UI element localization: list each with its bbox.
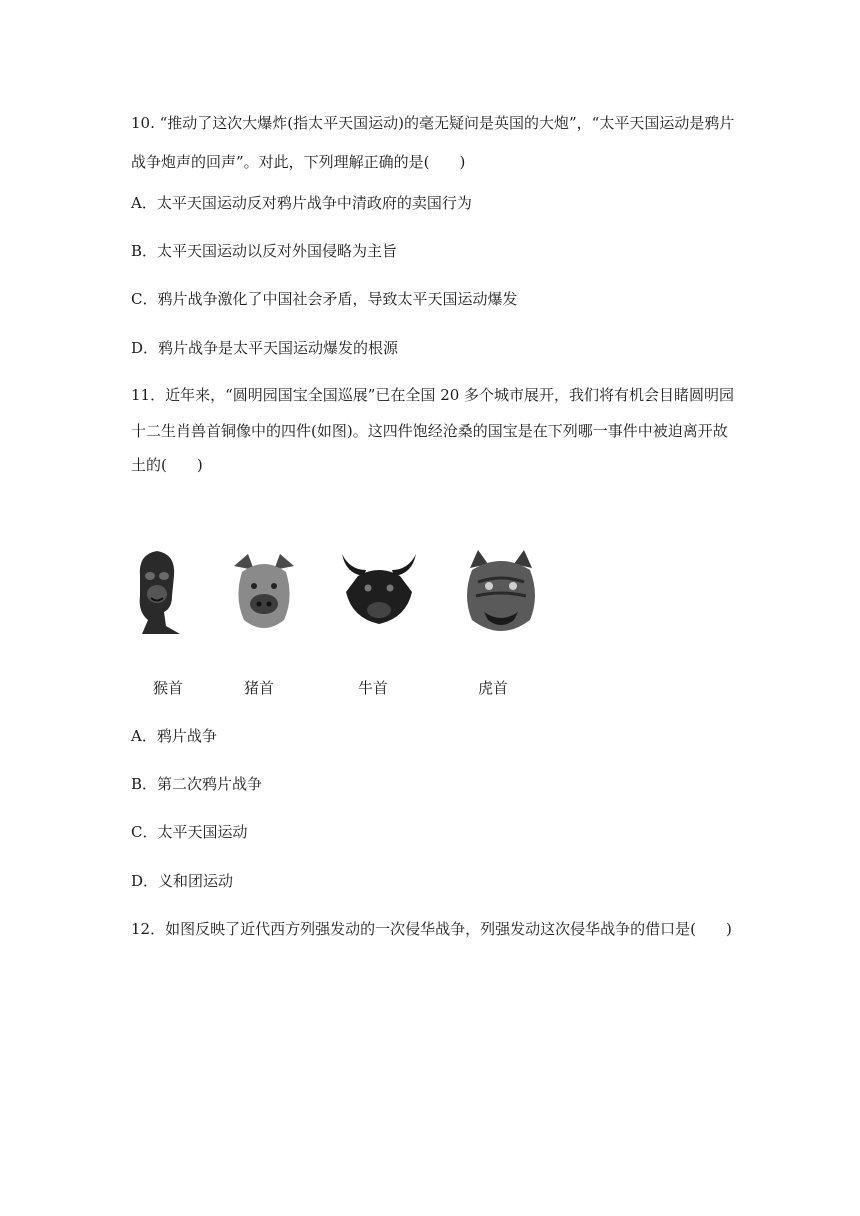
q10-option-d: D．鸦片战争是太平天国运动爆发的根源: [131, 339, 399, 357]
zodiac-heads-figure: [128, 546, 558, 646]
q11-option-b: B．第二次鸦片战争: [131, 775, 263, 793]
q10-option-b: B．太平天国运动以反对外国侵略为主旨: [131, 242, 398, 260]
pig-head-image: [228, 546, 300, 636]
q11-stem-line1: 11．近年来，“圆明园国宝全国巡展”已在全国 20 多个城市展开，我们将有机会目睹圆明园: [131, 386, 735, 404]
q11-option-a: A．鸦片战争: [131, 727, 217, 745]
q12-stem-line1: 12．如图反映了近代西方列强发动的一次侵华战争，列强发动这次侵华战争的借口是( ): [131, 920, 732, 938]
caption-ox: 牛首: [358, 679, 389, 697]
monkey-head-image: [128, 546, 186, 636]
q11-option-d: D．义和团运动: [131, 872, 234, 890]
tiger-head-image: [460, 546, 542, 642]
q11-stem-line3: 土的( ): [131, 456, 203, 474]
q11-stem-line2: 十二生肖兽首铜像中的四件(如图)。这四件饱经沧桑的国宝是在下列哪一事件中被迫离开故: [131, 422, 728, 440]
q11-option-c: C．太平天国运动: [131, 823, 248, 841]
caption-pig: 猪首: [244, 679, 275, 697]
q10-option-a: A．太平天国运动反对鸦片战争中清政府的卖国行为: [131, 194, 472, 212]
q10-option-c: C．鸦片战争激化了中国社会矛盾，导致太平天国运动爆发: [131, 290, 518, 308]
caption-monkey: 猴首: [153, 679, 184, 697]
q10-stem-line1: 10. “推动了这次大爆炸(指太平天国运动)的毫无疑问是英国的大炮”，“太平天国运动是鸦片: [131, 114, 735, 132]
ox-head-image: [336, 546, 422, 626]
caption-tiger: 虎首: [478, 679, 509, 697]
q10-stem-line2: 战争炮声的回声”。对此，下列理解正确的是( ): [131, 153, 466, 171]
